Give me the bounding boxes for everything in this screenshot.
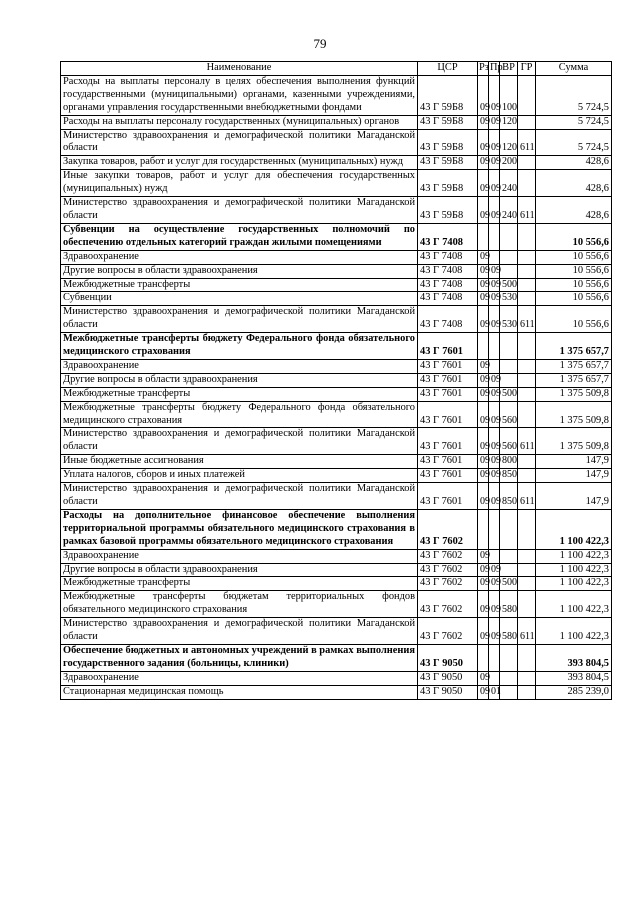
table-row bbox=[61, 129, 612, 156]
row-gr bbox=[518, 387, 536, 401]
row-pr bbox=[489, 549, 500, 563]
row-csr: 43 Г 7602 bbox=[418, 577, 478, 591]
row-vr bbox=[500, 223, 518, 250]
row-gr bbox=[518, 401, 536, 428]
row-csr: 43 Г 7602 bbox=[418, 591, 478, 618]
row-pr bbox=[489, 250, 500, 264]
row-vr: 850 bbox=[500, 483, 518, 510]
row-pr: 09 bbox=[489, 197, 500, 224]
row-vr bbox=[500, 563, 518, 577]
row-gr bbox=[518, 278, 536, 292]
header-gr: ГР bbox=[518, 62, 536, 76]
row-gr bbox=[518, 156, 536, 170]
row-sum: 5 724,5 bbox=[536, 129, 612, 156]
row-name: Субвенции bbox=[61, 292, 418, 306]
row-rz: 09 bbox=[478, 671, 489, 685]
row-sum: 393 804,5 bbox=[536, 644, 612, 671]
table-row bbox=[61, 483, 612, 510]
row-pr: 09 bbox=[489, 455, 500, 469]
row-name: Обеспечение бюджетных и автономных учреждений в рамках выполнения государственного задания (больницы, клиники) bbox=[61, 644, 418, 671]
row-rz: 09 bbox=[478, 428, 489, 455]
row-name: Другие вопросы в области здравоохранения bbox=[61, 563, 418, 577]
row-pr: 09 bbox=[489, 264, 500, 278]
row-rz: 09 bbox=[478, 373, 489, 387]
row-csr: 43 Г 7601 bbox=[418, 333, 478, 360]
row-pr: 09 bbox=[489, 483, 500, 510]
row-pr bbox=[489, 333, 500, 360]
row-rz: 09 bbox=[478, 685, 489, 699]
row-vr: 120 bbox=[500, 115, 518, 129]
row-sum: 393 804,5 bbox=[536, 671, 612, 685]
row-rz: 09 bbox=[478, 359, 489, 373]
row-csr: 43 Г 59Б8 bbox=[418, 115, 478, 129]
row-sum: 1 100 422,3 bbox=[536, 577, 612, 591]
row-name: Межбюджетные трансферты бюджетам территориальных фондов обязательного медицинского страхования bbox=[61, 591, 418, 618]
table-row bbox=[61, 577, 612, 591]
table-row bbox=[61, 373, 612, 387]
row-sum: 1 375 509,8 bbox=[536, 428, 612, 455]
row-csr: 43 Г 9050 bbox=[418, 685, 478, 699]
table-row bbox=[61, 671, 612, 685]
row-vr bbox=[500, 250, 518, 264]
row-name: Здравоохранение bbox=[61, 549, 418, 563]
row-name: Иные закупки товаров, работ и услуг для обеспечения государственных (муниципальных) нужд bbox=[61, 170, 418, 197]
budget-table bbox=[60, 61, 612, 700]
row-pr: 09 bbox=[489, 428, 500, 455]
row-vr bbox=[500, 549, 518, 563]
row-gr bbox=[518, 549, 536, 563]
row-pr: 09 bbox=[489, 129, 500, 156]
table-row bbox=[61, 618, 612, 645]
row-rz: 09 bbox=[478, 455, 489, 469]
row-gr: 611 bbox=[518, 197, 536, 224]
row-gr bbox=[518, 333, 536, 360]
row-csr: 43 Г 7601 bbox=[418, 401, 478, 428]
row-sum: 1 375 509,8 bbox=[536, 387, 612, 401]
row-csr: 43 Г 59Б8 bbox=[418, 156, 478, 170]
row-sum: 5 724,5 bbox=[536, 115, 612, 129]
row-pr: 09 bbox=[489, 156, 500, 170]
row-sum: 147,9 bbox=[536, 469, 612, 483]
row-name: Расходы на дополнительное финансовое обеспечение выполнения территориальной программы обязательного медицинского страхования в рамках базовой программы обязательного медицинского страхования bbox=[61, 509, 418, 549]
row-csr: 43 Г 7408 bbox=[418, 278, 478, 292]
row-name: Межбюджетные трансферты bbox=[61, 577, 418, 591]
row-rz: 09 bbox=[478, 250, 489, 264]
row-name: Межбюджетные трансферты bbox=[61, 387, 418, 401]
row-vr bbox=[500, 509, 518, 549]
row-gr bbox=[518, 509, 536, 549]
table-row bbox=[61, 223, 612, 250]
row-gr bbox=[518, 373, 536, 387]
row-vr: 580 bbox=[500, 618, 518, 645]
row-pr: 09 bbox=[489, 591, 500, 618]
table-row bbox=[61, 644, 612, 671]
row-sum: 10 556,6 bbox=[536, 223, 612, 250]
row-csr: 43 Г 7602 bbox=[418, 618, 478, 645]
row-sum: 1 375 657,7 bbox=[536, 359, 612, 373]
row-rz: 09 bbox=[478, 577, 489, 591]
row-sum: 10 556,6 bbox=[536, 278, 612, 292]
row-gr bbox=[518, 644, 536, 671]
row-pr: 09 bbox=[489, 563, 500, 577]
table-row bbox=[61, 264, 612, 278]
row-pr: 01 bbox=[489, 685, 500, 699]
row-gr bbox=[518, 563, 536, 577]
row-vr: 530 bbox=[500, 292, 518, 306]
row-csr: 43 Г 7602 bbox=[418, 563, 478, 577]
table-row bbox=[61, 509, 612, 549]
row-sum: 1 100 422,3 bbox=[536, 618, 612, 645]
row-rz: 09 bbox=[478, 129, 489, 156]
table-row bbox=[61, 306, 612, 333]
table-row bbox=[61, 156, 612, 170]
row-vr: 560 bbox=[500, 401, 518, 428]
row-sum: 428,6 bbox=[536, 156, 612, 170]
row-name: Межбюджетные трансферты bbox=[61, 278, 418, 292]
row-rz: 09 bbox=[478, 469, 489, 483]
table-row bbox=[61, 428, 612, 455]
row-pr: 09 bbox=[489, 401, 500, 428]
row-csr: 43 Г 7601 bbox=[418, 359, 478, 373]
row-gr bbox=[518, 170, 536, 197]
row-name: Расходы на выплаты персоналу государственных (муниципальных) органов bbox=[61, 115, 418, 129]
row-pr: 09 bbox=[489, 115, 500, 129]
table-row bbox=[61, 292, 612, 306]
row-name: Уплата налогов, сборов и иных платежей bbox=[61, 469, 418, 483]
row-gr: 611 bbox=[518, 483, 536, 510]
row-rz bbox=[478, 333, 489, 360]
row-gr bbox=[518, 671, 536, 685]
row-vr: 240 bbox=[500, 170, 518, 197]
row-name: Министерство здравоохранения и демографической политики Магаданской области bbox=[61, 483, 418, 510]
row-gr bbox=[518, 264, 536, 278]
row-pr: 09 bbox=[489, 618, 500, 645]
table-row bbox=[61, 455, 612, 469]
row-pr: 09 bbox=[489, 292, 500, 306]
row-vr: 580 bbox=[500, 591, 518, 618]
row-csr: 43 Г 7408 bbox=[418, 223, 478, 250]
row-vr: 200 bbox=[500, 156, 518, 170]
table-row bbox=[61, 75, 612, 115]
row-vr: 500 bbox=[500, 577, 518, 591]
row-sum: 1 375 657,7 bbox=[536, 333, 612, 360]
row-csr: 43 Г 9050 bbox=[418, 644, 478, 671]
row-gr bbox=[518, 250, 536, 264]
row-name: Министерство здравоохранения и демографической политики Магаданской области bbox=[61, 197, 418, 224]
row-csr: 43 Г 7601 bbox=[418, 428, 478, 455]
row-vr bbox=[500, 264, 518, 278]
row-pr bbox=[489, 223, 500, 250]
row-pr: 09 bbox=[489, 306, 500, 333]
row-gr bbox=[518, 577, 536, 591]
row-sum: 147,9 bbox=[536, 455, 612, 469]
table-row bbox=[61, 197, 612, 224]
row-sum: 5 724,5 bbox=[536, 75, 612, 115]
row-name: Стационарная медицинская помощь bbox=[61, 685, 418, 699]
table-row bbox=[61, 278, 612, 292]
row-pr bbox=[489, 671, 500, 685]
row-rz: 09 bbox=[478, 278, 489, 292]
row-csr: 43 Г 7601 bbox=[418, 483, 478, 510]
row-name: Иные бюджетные ассигнования bbox=[61, 455, 418, 469]
row-gr: 611 bbox=[518, 129, 536, 156]
row-pr: 09 bbox=[489, 170, 500, 197]
row-name: Здравоохранение bbox=[61, 250, 418, 264]
table-row bbox=[61, 591, 612, 618]
row-rz: 09 bbox=[478, 306, 489, 333]
row-gr bbox=[518, 223, 536, 250]
table-row bbox=[61, 401, 612, 428]
row-gr bbox=[518, 359, 536, 373]
row-gr: 611 bbox=[518, 618, 536, 645]
row-name: Закупка товаров, работ и услуг для государственных (муниципальных) нужд bbox=[61, 156, 418, 170]
row-sum: 147,9 bbox=[536, 483, 612, 510]
row-sum: 1 100 422,3 bbox=[536, 549, 612, 563]
row-pr bbox=[489, 509, 500, 549]
row-pr bbox=[489, 644, 500, 671]
row-gr: 611 bbox=[518, 428, 536, 455]
row-gr bbox=[518, 591, 536, 618]
row-sum: 1 100 422,3 bbox=[536, 591, 612, 618]
row-vr: 240 bbox=[500, 197, 518, 224]
row-name: Расходы на выплаты персоналу в целях обеспечения выполнения функций государственными (муниципальными) органами, казенными учреждениями, органами управления государственными внебюджетными фондами bbox=[61, 75, 418, 115]
row-pr: 09 bbox=[489, 387, 500, 401]
row-rz bbox=[478, 644, 489, 671]
page-number: 79 bbox=[313, 36, 327, 51]
row-csr: 43 Г 59Б8 bbox=[418, 129, 478, 156]
row-csr: 43 Г 7602 bbox=[418, 509, 478, 549]
row-rz: 09 bbox=[478, 401, 489, 428]
header-sum: Сумма bbox=[536, 62, 612, 76]
row-sum: 428,6 bbox=[536, 170, 612, 197]
row-pr: 09 bbox=[489, 469, 500, 483]
row-pr: 09 bbox=[489, 373, 500, 387]
table-row bbox=[61, 333, 612, 360]
row-csr: 43 Г 7408 bbox=[418, 264, 478, 278]
table-row bbox=[61, 170, 612, 197]
row-name: Здравоохранение bbox=[61, 671, 418, 685]
row-vr bbox=[500, 333, 518, 360]
row-sum: 285 239,0 bbox=[536, 685, 612, 699]
row-pr: 09 bbox=[489, 577, 500, 591]
row-rz: 09 bbox=[478, 170, 489, 197]
row-gr: 611 bbox=[518, 306, 536, 333]
row-rz: 09 bbox=[478, 197, 489, 224]
row-name: Межбюджетные трансферты бюджету Федерального фонда обязательного медицинского страхования bbox=[61, 401, 418, 428]
row-vr bbox=[500, 685, 518, 699]
row-vr bbox=[500, 373, 518, 387]
row-name: Министерство здравоохранения и демографической политики Магаданской области bbox=[61, 618, 418, 645]
row-vr: 560 bbox=[500, 428, 518, 455]
row-sum: 1 100 422,3 bbox=[536, 563, 612, 577]
row-vr: 850 bbox=[500, 469, 518, 483]
row-csr: 43 Г 59Б8 bbox=[418, 197, 478, 224]
row-rz: 09 bbox=[478, 115, 489, 129]
row-csr: 43 Г 7601 bbox=[418, 387, 478, 401]
row-rz bbox=[478, 509, 489, 549]
row-pr: 09 bbox=[489, 75, 500, 115]
row-csr: 43 Г 7601 bbox=[418, 469, 478, 483]
row-rz: 09 bbox=[478, 618, 489, 645]
row-rz: 09 bbox=[478, 156, 489, 170]
table-row bbox=[61, 387, 612, 401]
row-csr: 43 Г 59Б8 bbox=[418, 75, 478, 115]
row-sum: 428,6 bbox=[536, 197, 612, 224]
row-vr bbox=[500, 644, 518, 671]
row-rz: 09 bbox=[478, 549, 489, 563]
table-row bbox=[61, 563, 612, 577]
row-name: Другие вопросы в области здравоохранения bbox=[61, 264, 418, 278]
row-name: Межбюджетные трансферты бюджету Федерального фонда обязательного медицинского страхования bbox=[61, 333, 418, 360]
row-sum: 1 375 509,8 bbox=[536, 401, 612, 428]
row-csr: 43 Г 7408 bbox=[418, 306, 478, 333]
row-name: Субвенции на осуществление государственных полномочий по обеспечению отдельных категорий граждан жилыми помещениями bbox=[61, 223, 418, 250]
row-gr bbox=[518, 455, 536, 469]
row-rz: 09 bbox=[478, 387, 489, 401]
header-name: Наименование bbox=[61, 62, 418, 76]
row-name: Другие вопросы в области здравоохранения bbox=[61, 373, 418, 387]
row-sum: 10 556,6 bbox=[536, 264, 612, 278]
row-rz: 09 bbox=[478, 483, 489, 510]
row-rz: 09 bbox=[478, 264, 489, 278]
row-vr bbox=[500, 671, 518, 685]
row-vr: 800 bbox=[500, 455, 518, 469]
row-gr bbox=[518, 75, 536, 115]
row-sum: 10 556,6 bbox=[536, 306, 612, 333]
table-row bbox=[61, 250, 612, 264]
row-gr bbox=[518, 685, 536, 699]
table-row bbox=[61, 549, 612, 563]
row-rz: 09 bbox=[478, 563, 489, 577]
row-sum: 1 100 422,3 bbox=[536, 509, 612, 549]
row-csr: 43 Г 7601 bbox=[418, 373, 478, 387]
row-csr: 43 Г 9050 bbox=[418, 671, 478, 685]
row-csr: 43 Г 7408 bbox=[418, 292, 478, 306]
header-csr: ЦСР bbox=[418, 62, 478, 76]
row-csr: 43 Г 7408 bbox=[418, 250, 478, 264]
row-rz: 09 bbox=[478, 591, 489, 618]
row-rz bbox=[478, 223, 489, 250]
row-csr: 43 Г 7602 bbox=[418, 549, 478, 563]
row-vr: 530 bbox=[500, 306, 518, 333]
header-rz: Рз bbox=[478, 62, 489, 76]
row-sum: 1 375 657,7 bbox=[536, 373, 612, 387]
row-gr bbox=[518, 292, 536, 306]
row-rz: 09 bbox=[478, 292, 489, 306]
row-vr: 500 bbox=[500, 387, 518, 401]
row-name: Здравоохранение bbox=[61, 359, 418, 373]
row-gr bbox=[518, 115, 536, 129]
header-vr: ВР bbox=[500, 62, 518, 76]
row-vr: 500 bbox=[500, 278, 518, 292]
table-row bbox=[61, 115, 612, 129]
row-vr bbox=[500, 359, 518, 373]
row-gr bbox=[518, 469, 536, 483]
row-name: Министерство здравоохранения и демографической политики Магаданской области bbox=[61, 428, 418, 455]
row-vr: 100 bbox=[500, 75, 518, 115]
table-row bbox=[61, 359, 612, 373]
header-row bbox=[61, 62, 612, 76]
table-row bbox=[61, 469, 612, 483]
row-sum: 10 556,6 bbox=[536, 250, 612, 264]
header-pr: Пр bbox=[489, 62, 500, 76]
table-row bbox=[61, 685, 612, 699]
row-pr: 09 bbox=[489, 278, 500, 292]
row-vr: 120 bbox=[500, 129, 518, 156]
row-name: Министерство здравоохранения и демографической политики Магаданской области bbox=[61, 129, 418, 156]
row-pr bbox=[489, 359, 500, 373]
row-name: Министерство здравоохранения и демографической политики Магаданской области bbox=[61, 306, 418, 333]
row-csr: 43 Г 7601 bbox=[418, 455, 478, 469]
row-rz: 09 bbox=[478, 75, 489, 115]
row-sum: 10 556,6 bbox=[536, 292, 612, 306]
row-csr: 43 Г 59Б8 bbox=[418, 170, 478, 197]
